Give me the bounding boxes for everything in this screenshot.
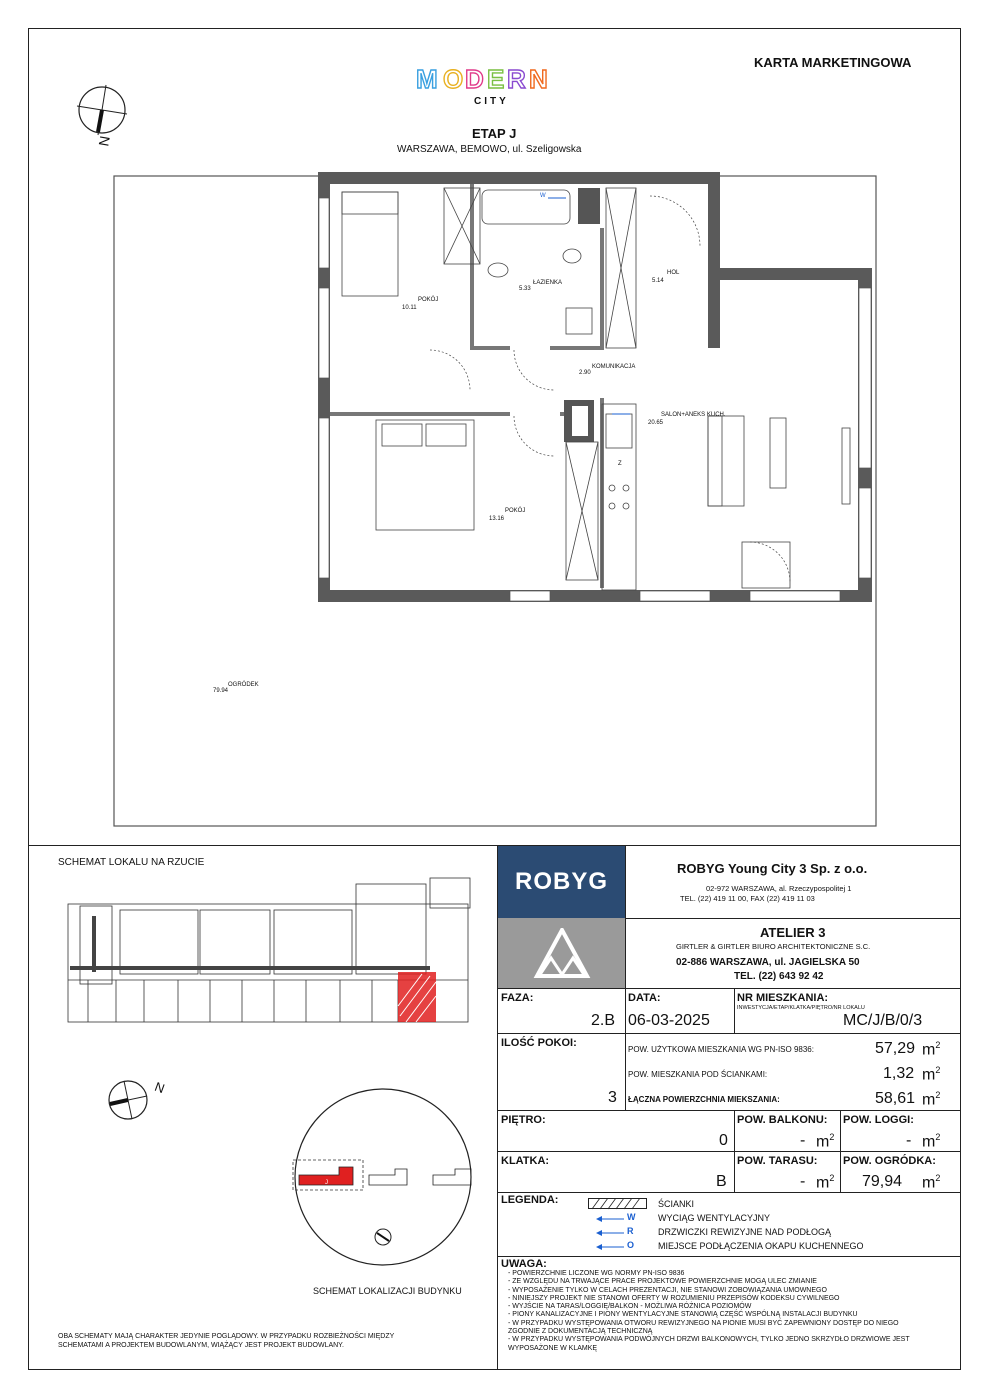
floor-plan [110,168,880,830]
fridge-marker: Z [618,461,622,467]
logo-letter: E [487,64,505,92]
area-unit: $m^2$ [922,1090,941,1109]
legend-item-label: ŚCIANKI [658,1199,695,1209]
area-unit: $m^2$ [922,1173,941,1192]
garden-value: 79,94 [862,1173,903,1190]
architect-address: 02-886 WARSZAWA, ul. JAGIELSKA 50 [676,957,860,968]
divider [734,988,735,1033]
room-area: 79.94 [213,688,229,694]
exterior-walls [318,172,872,602]
disclaimer-line: OBA SCHEMATY MAJĄ CHARAKTER JEDYNIE POGLĄDOWY. W PRZYPADKU ROZBIEŻNOŚCI MIĘDZY [58,1333,395,1340]
room-label: ŁAZIENKA [533,280,563,286]
slope-area-label: POW. MIESZKANIA POD ŚCIANKAMI: [628,1070,768,1079]
area-unit: $m^2$ [816,1173,835,1192]
note-line: - ZE WZGLĘDU NA TRWAJĄCE PRACE PROJEKTOWE POWIERZCHNIE MOGĄ ULEC ZMIANIE [508,1278,817,1286]
note-line: WYPOSAŻONE W KLAMKĘ [508,1344,598,1352]
arrow-left-icon [596,1215,624,1223]
brand-subtitle: CITY [474,96,509,107]
architect-name: ATELIER 3 [760,925,826,940]
room-area: 2.90 [579,370,591,376]
terrace-label: POW. TARASU: [737,1155,818,1167]
garden-label: POW. OGRÓDKA: [843,1155,936,1167]
logo-letter: N [529,64,548,92]
address-line: WARSZAWA, BEMOWO, ul. Szeligowska [397,144,582,155]
logo-letter: O [443,64,464,92]
loggia-label: POW. LOGGI: [843,1114,914,1126]
company-name: ROBYG Young City 3 Sp. z o.o. [677,861,868,876]
legend-item-label: WYCIĄG WENTYLACYJNY [658,1213,771,1223]
atelier-logo-icon [527,928,597,978]
stair-label: KLATKA: [501,1155,550,1167]
logo-letter: D [465,64,484,92]
note-line: ZGODNIE Z DOKUMENTACJĄ TECHNICZNĄ [508,1328,653,1336]
usable-area-value: 57,29 [875,1040,916,1057]
room-label: OGRÓDEK [228,682,259,688]
divider [497,1256,961,1257]
location-schema [285,1083,485,1283]
legend-key: O [627,1240,635,1250]
vent-marker: W [540,193,546,199]
area-unit: $m^2$ [922,1065,941,1084]
architect-phone: TEL. (22) 643 92 42 [734,971,824,982]
room-label: KOMUNIKACJA [592,364,636,370]
room-area: 5.14 [652,278,664,284]
stair-value: B [716,1173,727,1190]
area-unit: $m^2$ [922,1132,941,1151]
slope-area-value: 1,32 [883,1065,915,1082]
company-address: 02-972 WARSZAWA, al. Rzeczypospolitej 1 [706,884,852,893]
room-area: 20.65 [648,420,664,426]
room-label: POKÓJ [505,508,526,514]
usable-area-label: POW. UŻYTKOWA MIESZKANIA WG PN-ISO 9836: [628,1045,814,1054]
arrow-left-icon [596,1243,624,1251]
unit-no-value: MC/J/B/0/3 [843,1012,923,1029]
schema-title: SCHEMAT LOKALU NA RZUCIE [58,857,205,868]
phase-value: 2.B [591,1012,616,1029]
legend-item-label: MIEJSCE PODŁĄCZENIA OKAPU KUCHENNEGO [658,1241,864,1251]
room-label: HOL [667,270,680,276]
legend-item-label: DRZWICZKI REWIZYJNE NAD PODŁOGĄ [658,1227,832,1237]
date-value: 06-03-2025 [628,1012,710,1029]
date-label: DATA: [628,992,661,1004]
note-line: - W PRZYPADKU WYSTĘPOWANIA OTWORU REWIZYJNEGO NA PIONIE MUSI BYĆ ZAPEWNIONY DOSTĘP DO NIEGO [508,1319,899,1327]
total-area-value: 58,61 [875,1090,916,1107]
area-unit: $m^2$ [816,1132,835,1151]
divider [497,988,961,989]
atelier-logo [498,918,625,988]
divider [497,1192,961,1193]
area-unit: $m^2$ [922,1040,941,1059]
location-building-label: J [325,1180,328,1186]
robyg-logo: ROBYG [498,846,625,918]
notes-title: UWAGA: [501,1258,547,1270]
total-area-label: ŁĄCZNA POWIERZCHNIA MIEKSZANIA: [628,1095,780,1104]
terrace-value: - [800,1173,806,1190]
note-line: - W PRZYPADKU WYSTĘPOWANIA PODWÓJNYCH DRZWI BALKONOWYCH, TYLKO JEDNO SKRZYDŁO DRZWIOWE JEST [508,1336,910,1344]
stage-title: ETAP J [472,126,517,141]
arrow-left-icon [596,1229,624,1237]
divider [497,1110,961,1111]
architect-firm: GIRTLER & GIRTLER BIURO ARCHITEKTONICZNE S.C. [676,942,871,951]
divider [840,1110,841,1192]
north-label: N [95,134,113,148]
balcony-label: POW. BALKONU: [737,1114,828,1126]
note-line: - NINIEJSZY PROJEKT NIE STANOWI OFERTY W ROZUMIENIU PRZEPISÓW KODEKSU CYWILNEGO [508,1294,840,1302]
rooms-value: 3 [608,1089,617,1106]
location-title: SCHEMAT LOKALIZACJI BUDYNKU [313,1286,462,1296]
logo-letter: R [507,64,526,92]
legend-title: LEGENDA: [501,1194,559,1206]
logo-letter: M [416,64,438,92]
unit-no-label: NR MIESZKANIA: [737,992,829,1004]
floor-label: PIĘTRO: [501,1114,546,1126]
disclaimer-line: SCHEMATAMI A PROJEKTEM BUDOWLANYM, WIĄŻĄCY JEST PROJEKT BUDOWLANY. [58,1342,344,1349]
divider [734,1110,735,1192]
hatch-swatch-icon [588,1198,648,1210]
north-label-small: N [152,1078,167,1097]
divider [625,845,626,989]
highlighted-unit [398,972,436,1022]
divider [625,988,626,1110]
room-label: POKÓJ [418,297,439,303]
notes-list [508,1270,910,1353]
legend-key: W [627,1212,636,1222]
company-phone: TEL. (22) 419 11 00, FAX (22) 419 11 03 [680,894,815,903]
room-area: 5.33 [519,286,531,292]
unit-no-sub: INWESTYCJA/ETAP/KLATKA/PIĘTRO/NR LOKALU [737,1005,865,1011]
loggia-value: - [906,1132,912,1149]
divider [497,1033,961,1034]
room-area: 10.11 [402,305,417,311]
note-line: - WYPOSAŻENIE TYLKO W CELACH PREZENTACJI, NIE STANOWI ZOBOWIĄZANIA UMOWNEGO [508,1286,827,1294]
room-label: SALON+ANEKS KUCH. [661,412,726,418]
floor-value: 0 [719,1132,728,1149]
note-line: - WYJŚCIE NA TARAS/LOGGIĘ/BALKON - MOŻLIWA RÓŻNICA POZIOMÓW [508,1303,752,1311]
rooms-label: ILOŚĆ POKOI: [501,1037,577,1049]
legend-key: R [627,1226,634,1236]
note-line: - PIONY KANALIZACYJNE I PIONY WENTYLACYJNE STANOWIĄ CZĘŚĆ WSPÓLNĄ INSTALACJI BUDYNKU [508,1311,858,1319]
note-line: - POWIERZCHNIE LICZONE WG NORMY PN-ISO 9836 [508,1270,685,1277]
modern-logo-graphic [416,62,576,92]
phase-label: FAZA: [501,992,534,1004]
building-schema [60,876,480,1026]
room-area: 13.16 [489,516,505,522]
divider [28,845,961,846]
card-title: KARTA MARKETINGOWA [754,55,912,70]
balcony-value: - [800,1132,806,1149]
divider [497,1151,961,1152]
